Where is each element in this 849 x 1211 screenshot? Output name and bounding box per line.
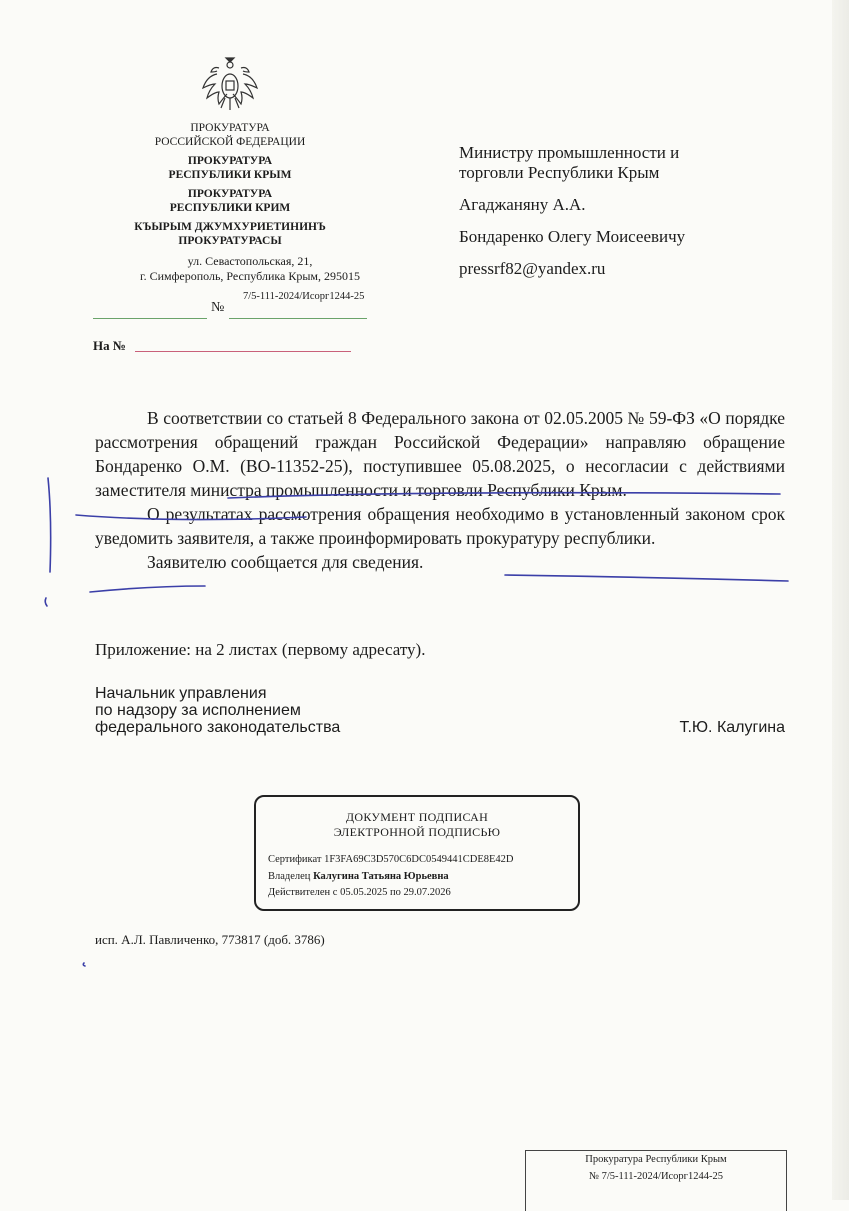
- addressee-position: Министру промышленности и: [459, 143, 680, 162]
- addressee-name: Бондаренко Олегу Моисеевичу: [459, 227, 686, 246]
- double-headed-eagle-emblem-icon: [197, 52, 263, 118]
- addressee-email: pressrf82@yandex.ru: [459, 259, 606, 278]
- stamp-heading: [256, 810, 578, 840]
- org-name-crimean-tatar: [100, 220, 360, 248]
- signatory-title-line: федерального законодательства: [95, 719, 341, 736]
- stamp-certificate: [268, 854, 514, 865]
- number-underline: [229, 318, 367, 319]
- registration-stamp: [525, 1150, 787, 1211]
- letter-body: [95, 406, 785, 574]
- reply-label: На №: [93, 338, 126, 353]
- valid-to: 29.07.2026: [403, 887, 451, 898]
- date-underline: [93, 318, 207, 319]
- org-name-crimea: [100, 154, 360, 182]
- stamp-heading-line: ДОКУМЕНТ ПОДПИСАН: [345, 810, 489, 824]
- cert-label: Сертификат: [268, 854, 322, 865]
- org-line: ПРОКУРАТУРА: [187, 188, 273, 200]
- signatory-title-line: Начальник управления: [95, 685, 267, 702]
- org-line: ПРОКУРАТУРА: [187, 155, 273, 167]
- org-line: КЪЫРЫМ ДЖУМХУРИЕТИНИНЪ: [134, 221, 326, 233]
- org-name-russia: [100, 121, 360, 149]
- reply-underline: [135, 351, 351, 352]
- body-paragraph: Заявителю сообщается для сведения.: [147, 552, 424, 572]
- signature-block: [95, 685, 785, 736]
- body-paragraph: О результатах рассмотрения обращения необходимо в установленный законом срок уведомить заявителя, а также проинформировать прокуратуру республики.: [95, 504, 785, 548]
- signatory-title-line: по надзору за исполнением: [95, 702, 301, 719]
- valid-from: 05.05.2025: [340, 887, 388, 898]
- owner-value: Калугина Татьяна Юрьевна: [313, 871, 449, 882]
- addressee-block: [459, 143, 789, 279]
- valid-label: Действителен с: [268, 887, 338, 898]
- number-value: 7/5-111-2024/Исорг1244-25: [243, 291, 365, 302]
- addressee-name: Агаджаняну А.А.: [459, 195, 586, 214]
- stamp-owner: [268, 871, 449, 882]
- address-line: ул. Севастопольская, 21,: [187, 254, 313, 268]
- electronic-signature-stamp: [254, 795, 580, 911]
- org-line: ПРОКУРАТУРА: [190, 122, 270, 134]
- page-edge: [832, 0, 849, 1200]
- owner-label: Владелец: [268, 871, 311, 882]
- signatory-name: Т.Ю. Калугина: [679, 719, 785, 736]
- body-paragraph: В соответствии со статьей 8 Федерального закона от 02.05.2005 № 59-ФЗ «О порядке рассмотрения обращений граждан Российской Федерации» направляю обращение Бондаренко О.М. (ВО-11352-25), поступившее 05.08.2025, о несогласии с действиями заместителя министра промышленности и торговли Республики Крым.: [95, 408, 785, 500]
- registration-org: Прокуратура Республики Крым: [585, 1154, 727, 1165]
- executor-contact: исп. А.Л. Павличенко, 773817 (доб. 3786): [95, 932, 325, 947]
- stamp-heading-line: ЭЛЕКТРОННОЙ ПОДПИСЬЮ: [333, 825, 501, 839]
- cert-value: 1F3FA69C3D570C6DC0549441CDE8E42D: [324, 854, 514, 865]
- registration-number: № 7/5-111-2024/Исорг1244-25: [589, 1171, 723, 1182]
- org-address: [100, 254, 400, 284]
- org-line: ПРОКУРАТУРАСЫ: [178, 235, 282, 247]
- org-name-crimea-ukr: [100, 187, 360, 215]
- org-line: РЕСПУБЛИКИ КРЫМ: [168, 169, 292, 181]
- org-line: РЕСПУБЛИКИ КРИМ: [169, 202, 291, 214]
- addressee-position: торговли Республики Крым: [459, 163, 660, 182]
- stamp-validity: [268, 887, 451, 898]
- valid-to-label: по: [389, 887, 401, 898]
- reply-to-number: [93, 338, 126, 354]
- appendix-note: Приложение: на 2 листах (первому адресату).: [95, 640, 426, 659]
- number-sign: №: [211, 300, 225, 315]
- org-line: РОССИЙСКОЙ ФЕДЕРАЦИИ: [154, 136, 306, 148]
- address-line: г. Симферополь, Республика Крым, 295015: [140, 269, 360, 283]
